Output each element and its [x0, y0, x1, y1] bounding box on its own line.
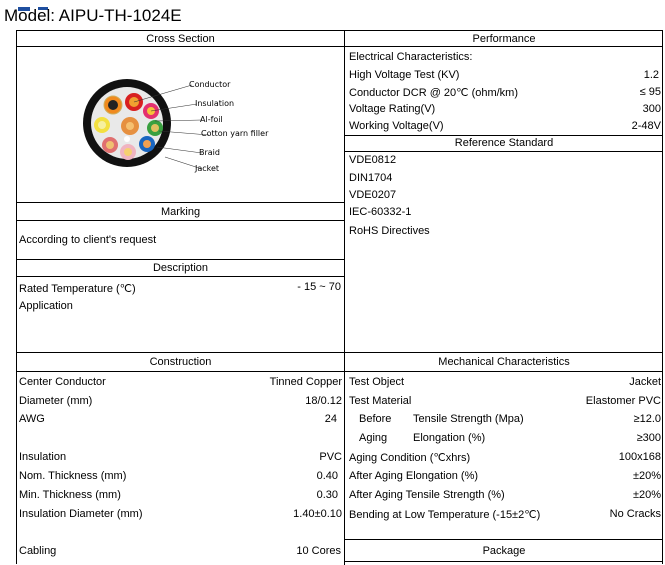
after-tensile-value: ±20% [632, 489, 661, 501]
performance-label: High Voltage Test (KV) [349, 69, 460, 81]
construction-label: Nom. Thickness (mm) [19, 470, 127, 482]
label-al-foil: Al-foil [200, 115, 223, 124]
construction-value: 0.40 [316, 470, 338, 482]
performance-value: 2-48V [631, 120, 661, 132]
marking-text: According to client's request [19, 234, 157, 246]
elongation-value: ≥300 [636, 432, 661, 444]
performance-label: Working Voltage(V) [349, 120, 444, 132]
tensile-value: ≥12.0 [633, 413, 661, 425]
label-cotton-yarn: Cotton yarn filler [201, 129, 269, 138]
rated-temp-value: - 15 ~ 70 [297, 281, 341, 293]
tensile-label: Tensile Strength (Mpa) [413, 413, 524, 425]
reference-item: RoHS Directives [349, 225, 430, 237]
electrical-subtitle: Electrical Characteristics: [349, 51, 473, 63]
construction-label: AWG [19, 413, 45, 425]
reference-item: VDE0207 [349, 189, 397, 201]
application-label: Application [19, 300, 73, 312]
performance-label: Voltage Rating(V) [349, 103, 436, 115]
aging-label: Aging [359, 432, 388, 444]
after-elongation-label: After Aging Elongation (%) [349, 470, 479, 482]
bending-value: No Cracks [609, 508, 661, 520]
cross-section-title: Cross Section [146, 33, 215, 45]
test-material-value: Elastomer PVC [585, 395, 661, 407]
test-object-label: Test Object [349, 376, 405, 388]
performance-value: 300 [642, 103, 661, 115]
performance-label: Conductor DCR @ 20℃ (ohm/km) [349, 87, 519, 99]
reference-title: Reference Standard [454, 137, 554, 149]
construction-value: 24 [324, 413, 337, 425]
model-title: Model: AIPU-TH-1024E [4, 6, 182, 25]
label-insulation: Insulation [195, 99, 235, 108]
reference-item: VDE0812 [349, 154, 397, 166]
test-material-label: Test Material [349, 395, 412, 407]
reference-item: DIN1704 [349, 172, 393, 184]
description-title: Description [152, 262, 209, 274]
mechanical-title: Mechanical Characteristics [438, 356, 570, 368]
before-label: Before [359, 413, 392, 425]
elongation-label: Elongation (%) [413, 432, 486, 444]
rated-temp-label: Rated Temperature (℃) [19, 283, 136, 295]
construction-label: Cabling [19, 545, 57, 557]
construction-value: 18/0.12 [305, 395, 342, 407]
marking-title: Marking [160, 206, 201, 218]
aging-condition-label: Aging Condition (℃xhrs) [349, 452, 471, 464]
construction-value: Tinned Copper [269, 376, 342, 388]
construction-title: Construction [149, 356, 212, 368]
construction-label: Insulation [19, 451, 67, 463]
construction-label: Diameter (mm) [19, 395, 93, 407]
construction-label: Insulation Diameter (mm) [19, 508, 143, 520]
construction-label: Min. Thickness (mm) [19, 489, 121, 501]
construction-label: Center Conductor [19, 376, 106, 388]
construction-value: 1.40±0.10 [293, 508, 342, 520]
aging-condition-value: 100x168 [618, 451, 661, 463]
after-tensile-label: After Aging Tensile Strength (%) [349, 489, 505, 501]
reference-item: IEC-60332-1 [349, 206, 412, 218]
performance-title: Performance [472, 33, 536, 45]
construction-value: PVC [319, 451, 342, 463]
label-conductor: Conductor [189, 80, 231, 89]
label-jacket: Jacket [195, 164, 220, 173]
after-elongation-value: ±20% [632, 470, 661, 482]
construction-value: 10 Cores [296, 545, 341, 557]
test-object-value: Jacket [629, 376, 661, 388]
package-title: Package [482, 545, 526, 557]
performance-value: 1.2 [643, 69, 659, 81]
bending-label: Bending at Low Temperature (-15±2℃) [349, 509, 541, 521]
column-divider [344, 31, 345, 565]
performance-value: ≤ 95 [639, 86, 661, 98]
label-braid: Braid [199, 148, 220, 157]
spec-table [16, 30, 663, 564]
construction-value: 0.30 [316, 489, 338, 501]
